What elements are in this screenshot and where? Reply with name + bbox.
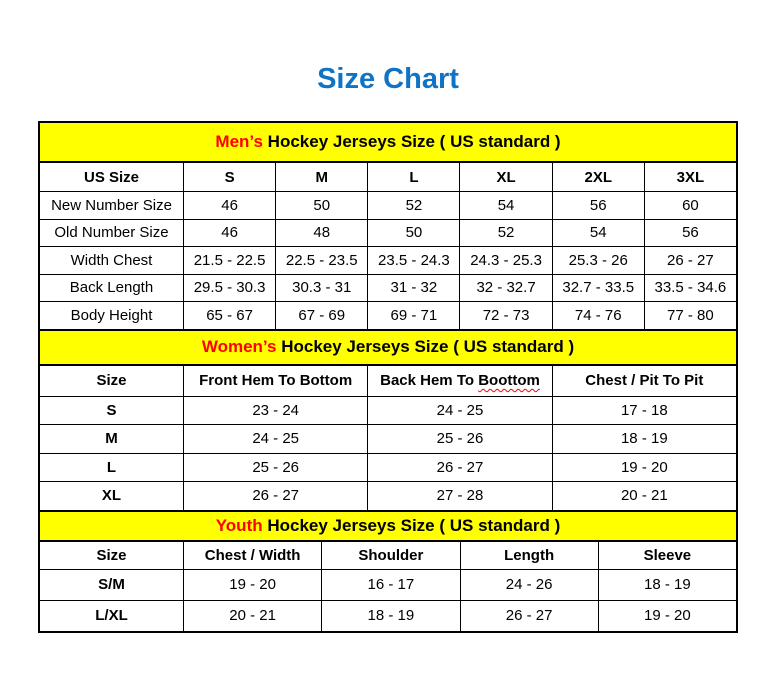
column-header-text: Chest / Pit To Pit	[585, 372, 704, 389]
value-cell: 24.3 - 25.3	[459, 247, 551, 274]
youth-section-header	[40, 510, 736, 542]
value-cell: 20 - 21	[183, 601, 321, 631]
value-cell: 72 - 73	[459, 302, 551, 329]
table-row	[40, 569, 736, 600]
column-header-cell	[367, 366, 551, 396]
row-label-cell: Back Length	[69, 279, 154, 297]
column-header-cell	[183, 163, 275, 191]
table-row	[40, 453, 736, 482]
column-header-cell	[644, 163, 736, 191]
value-cell: 54	[459, 192, 551, 219]
value-cell: 56	[644, 220, 736, 247]
column-header-text: M	[315, 168, 328, 186]
value-cell: 19 - 20	[183, 570, 321, 600]
column-header-text: Chest / Width	[204, 546, 301, 564]
value-cell: 18 - 19	[321, 601, 459, 631]
value-cell: 48	[275, 220, 367, 247]
womens-table-section	[40, 329, 736, 510]
column-header-text: L	[409, 168, 419, 186]
column-header-text: Sleeve	[643, 546, 692, 564]
table-row	[40, 191, 736, 219]
value-cell: 50	[367, 220, 459, 247]
value-cell: 23 - 24	[183, 397, 367, 425]
column-header-text: Back Hem To	[380, 372, 479, 389]
column-header-text: US Size	[83, 168, 140, 186]
value-cell: 25.3 - 26	[552, 247, 644, 274]
misspelled-word: Boottom	[478, 372, 540, 389]
value-cell: 30.3 - 31	[275, 275, 367, 302]
value-cell: 69 - 71	[367, 302, 459, 329]
value-cell: 32.7 - 33.5	[552, 275, 644, 302]
section-header-text: Hockey Jerseys Size ( US standard )	[262, 515, 561, 535]
value-cell: 50	[275, 192, 367, 219]
value-cell: 27 - 28	[367, 482, 551, 510]
column-header-cell	[183, 542, 321, 569]
column-header-cell	[183, 366, 367, 396]
value-cell: 67 - 69	[275, 302, 367, 329]
column-header-row	[40, 163, 736, 191]
row-label-cell: L/XL	[95, 607, 128, 624]
column-header-text: Size	[96, 372, 127, 389]
value-cell: 18 - 19	[598, 570, 736, 600]
section-header-accent: Men’s	[215, 132, 263, 151]
value-cell: 52	[367, 192, 459, 219]
value-cell: 46	[183, 220, 275, 247]
value-cell: 18 - 19	[552, 425, 736, 453]
column-header-cell	[552, 163, 644, 191]
value-cell: 56	[552, 192, 644, 219]
value-cell: 65 - 67	[183, 302, 275, 329]
value-cell: 77 - 80	[644, 302, 736, 329]
page-title: Size Chart	[317, 63, 459, 95]
column-header-text: XL	[496, 168, 516, 186]
table-row	[40, 246, 736, 274]
table-row	[40, 301, 736, 329]
row-label-cell: Width Chest	[70, 251, 153, 269]
womens-section-header	[40, 329, 736, 366]
section-header-accent: Women’s	[201, 337, 277, 356]
value-cell: 23.5 - 24.3	[367, 247, 459, 274]
value-cell: 31 - 32	[367, 275, 459, 302]
table-row	[40, 424, 736, 453]
value-cell: 22.5 - 23.5	[275, 247, 367, 274]
column-header-text: 3XL	[676, 168, 705, 186]
value-cell: 29.5 - 30.3	[183, 275, 275, 302]
value-cell: 25 - 26	[183, 454, 367, 482]
column-header-cell	[275, 163, 367, 191]
column-header-cell	[459, 163, 551, 191]
value-cell: 26 - 27	[644, 247, 736, 274]
value-cell: 16 - 17	[321, 570, 459, 600]
section-header-accent: Youth	[215, 515, 263, 535]
column-header-cell	[367, 163, 459, 191]
value-cell: 60	[644, 192, 736, 219]
column-header-cell	[598, 542, 736, 569]
table-row	[40, 600, 736, 631]
column-header-cell	[321, 542, 459, 569]
value-cell: 24 - 26	[460, 570, 598, 600]
value-cell: 26 - 27	[183, 482, 367, 510]
row-label-cell: L	[106, 458, 117, 476]
column-header-cell	[460, 542, 598, 569]
value-cell: 24 - 25	[367, 397, 551, 425]
column-header-row	[40, 366, 736, 396]
value-cell: 52	[459, 220, 551, 247]
value-cell: 46	[183, 192, 275, 219]
value-cell: 20 - 21	[552, 482, 736, 510]
column-header-text: Shoulder	[358, 546, 424, 564]
value-cell: 17 - 18	[552, 397, 736, 425]
column-header-text: Front Hem To Bottom	[199, 372, 353, 389]
value-cell: 25 - 26	[367, 425, 551, 453]
mens-table-section	[40, 123, 736, 329]
row-label-cell: XL	[101, 487, 122, 505]
row-label-cell: S	[106, 401, 117, 419]
value-cell: 19 - 20	[598, 601, 736, 631]
column-header-cell	[40, 163, 183, 191]
value-cell: 19 - 20	[552, 454, 736, 482]
size-chart-tables	[38, 121, 738, 633]
value-cell: 54	[552, 220, 644, 247]
mens-section-header	[40, 123, 736, 163]
table-row	[40, 274, 736, 302]
value-cell: 24 - 25	[183, 425, 367, 453]
value-cell: 26 - 27	[367, 454, 551, 482]
column-header-cell	[552, 366, 736, 396]
row-label-cell: New Number Size	[51, 196, 172, 214]
youth-table-section	[40, 510, 736, 631]
row-label-cell: Body Height	[70, 306, 153, 324]
value-cell: 32 - 32.7	[459, 275, 551, 302]
column-header-text: Length	[504, 546, 555, 564]
row-label-cell: M	[105, 430, 118, 448]
column-header-text: S	[224, 168, 235, 186]
value-cell: 26 - 27	[460, 601, 598, 631]
table-row	[40, 481, 736, 510]
section-header-text: Hockey Jerseys Size ( US standard )	[262, 132, 561, 151]
value-cell: 33.5 - 34.6	[644, 275, 736, 302]
column-header-text: 2XL	[584, 168, 612, 186]
value-cell: 74 - 76	[552, 302, 644, 329]
section-header-text: Hockey Jerseys Size ( US standard )	[276, 337, 575, 356]
value-cell: 21.5 - 22.5	[183, 247, 275, 274]
table-row	[40, 396, 736, 425]
column-header-text: Size	[96, 546, 127, 564]
row-label-cell: Old Number Size	[54, 224, 169, 242]
column-header-cell	[40, 366, 183, 396]
column-header-row	[40, 542, 736, 569]
column-header-cell	[40, 542, 183, 569]
row-label-cell: S/M	[98, 576, 125, 593]
table-row	[40, 219, 736, 247]
